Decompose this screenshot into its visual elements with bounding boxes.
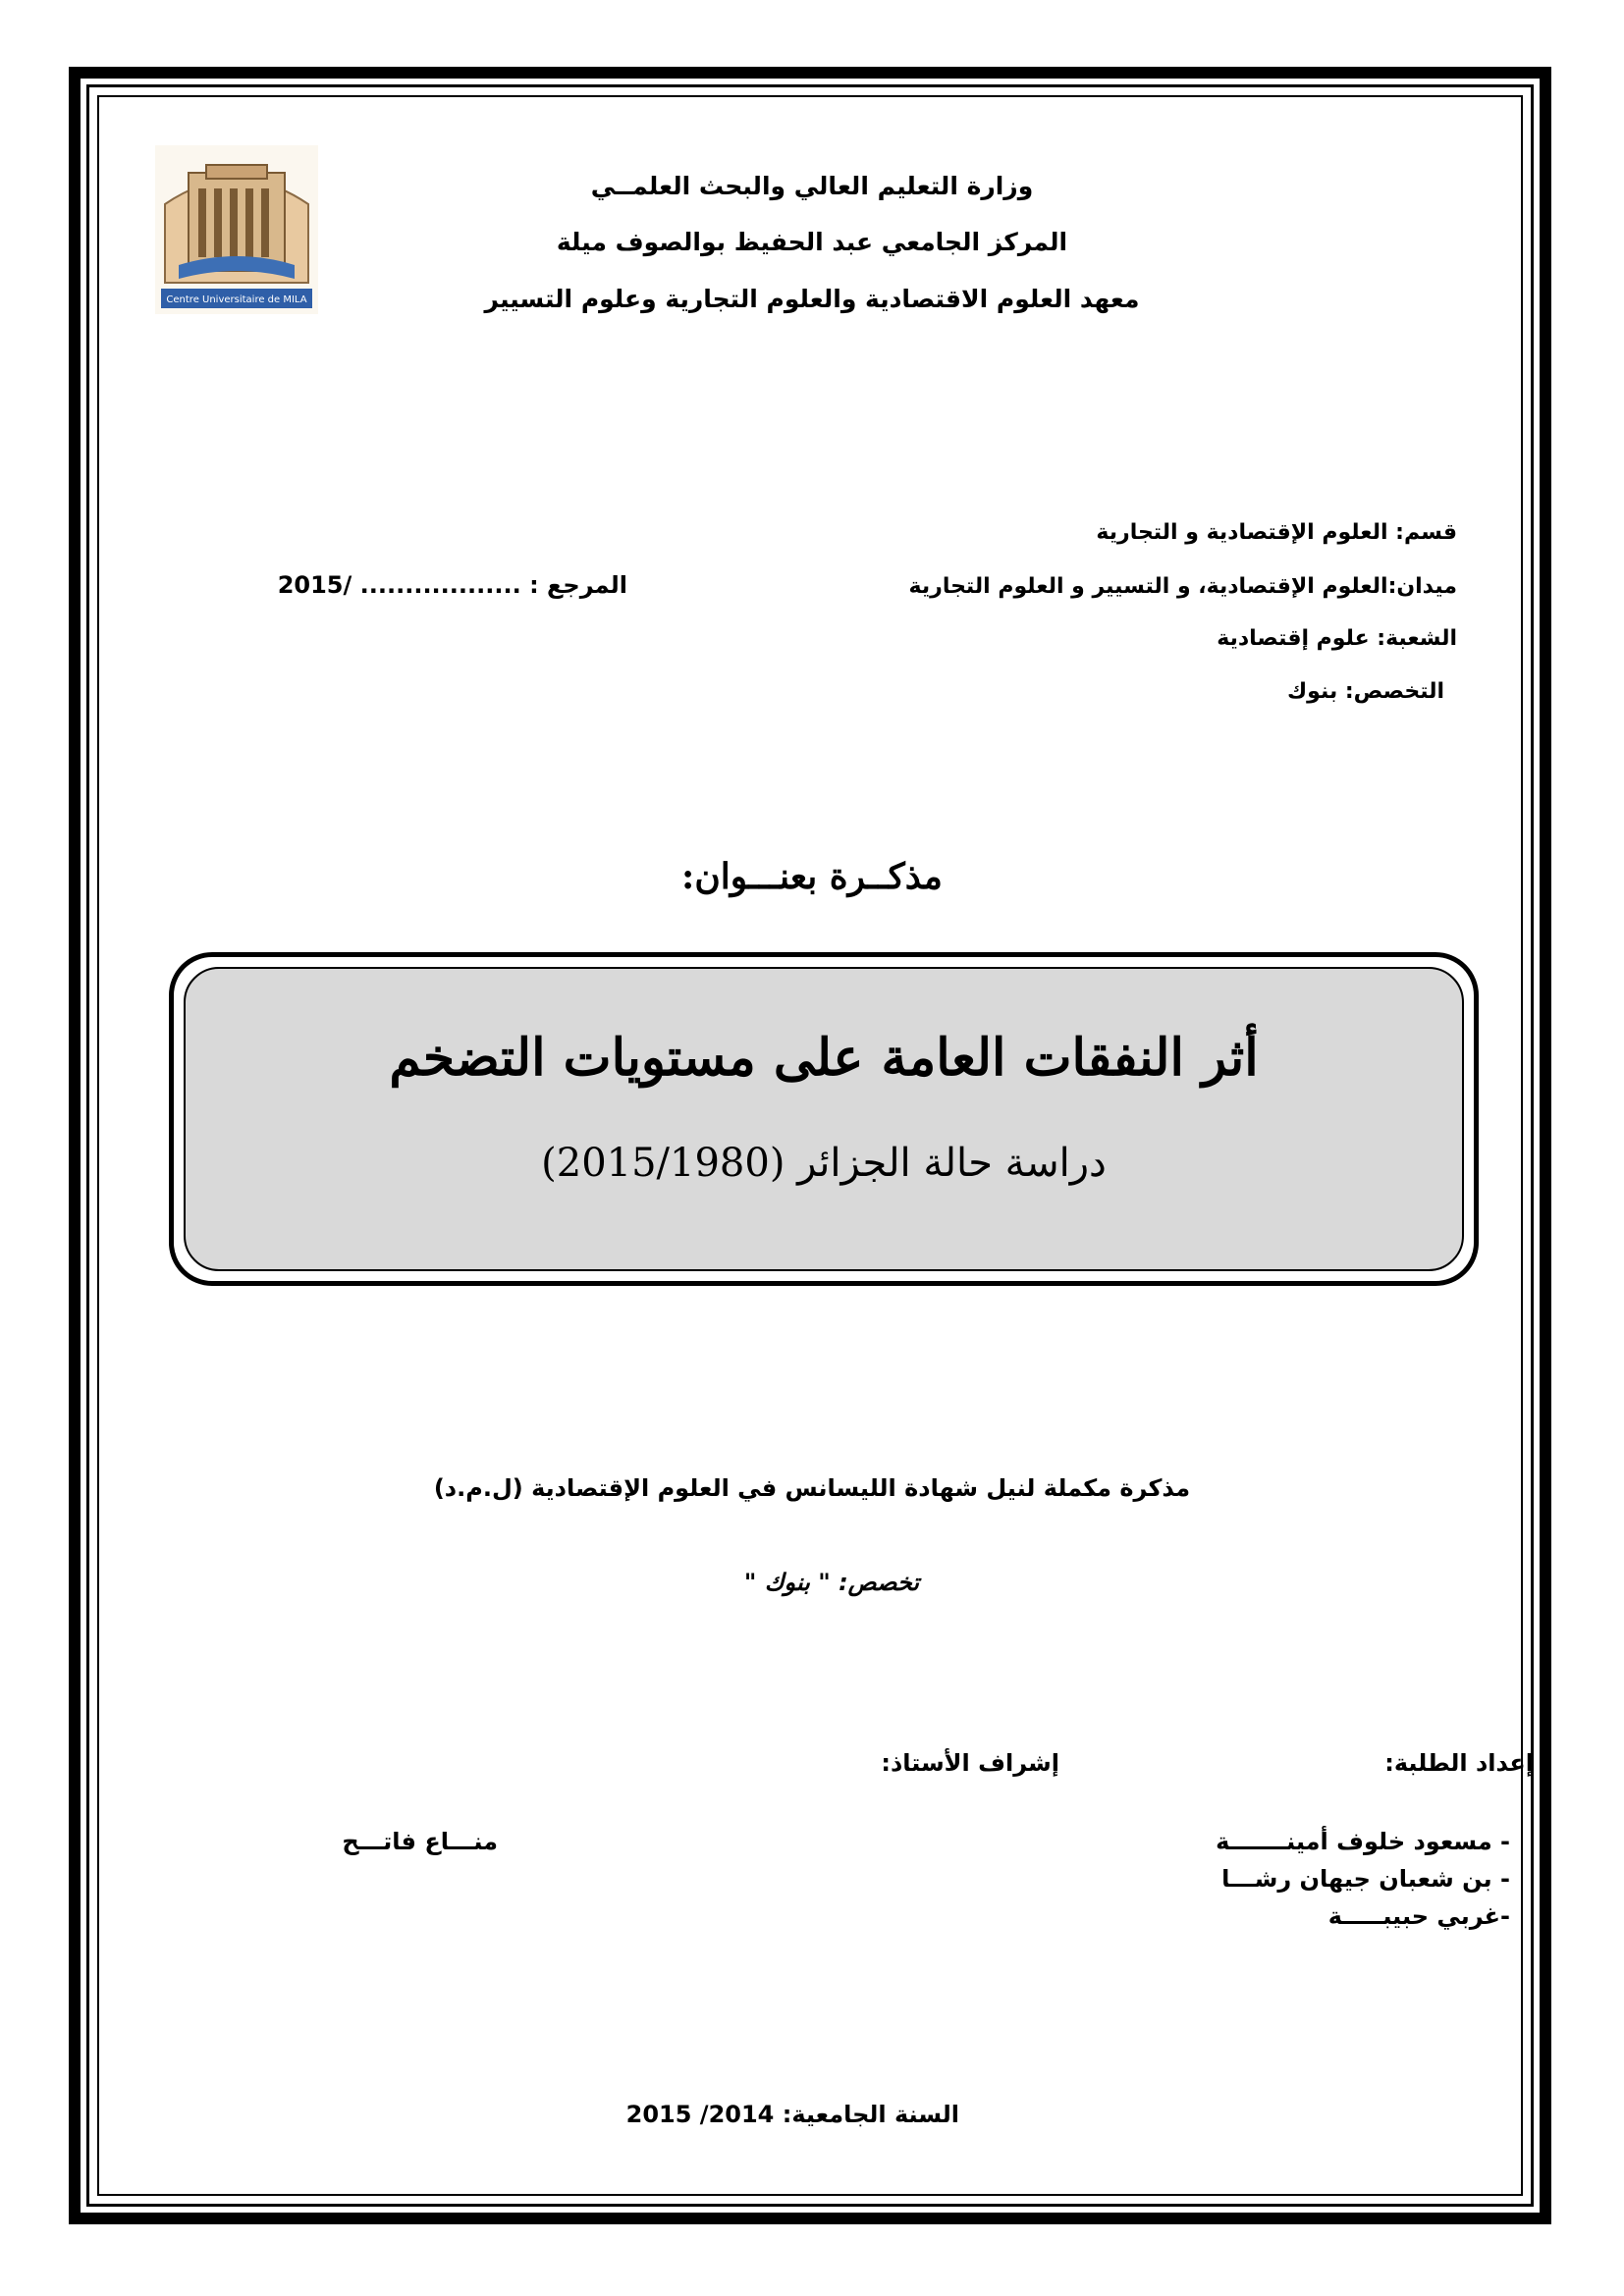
ministry-name: وزارة التعليم العالي والبحث العلمــي	[590, 172, 1034, 200]
reference-line: المرجع : .................. /2015	[277, 571, 627, 599]
student-name-1: - مسعود خلوف أمينـــــــة	[1216, 1828, 1510, 1855]
institute-name: معهد العلوم الاقتصادية والعلوم التجارية وعلوم التسيير	[484, 285, 1140, 313]
branch-line: الشعبة: علوم إقتصادية	[1217, 626, 1457, 651]
specialization-line: تخصص: " بنوك "	[743, 1569, 920, 1596]
specialty-line: التخصص: بنوك	[1287, 679, 1444, 704]
thesis-subtitle: دراسة حالة الجزائر (2015/1980)	[541, 1141, 1107, 1186]
memo-heading: مذكــرة بعنـــوان:	[681, 856, 943, 897]
student-name-3: -غربي حبيبـــــة	[1327, 1902, 1510, 1930]
department-line: قسم: العلوم الإقتصادية و التجارية	[1096, 520, 1457, 545]
university-center-name: المركز الجامعي عبد الحفيظ بوالصوف ميلة	[556, 228, 1068, 256]
academic-year: السنة الجامعية: 2014/ 2015	[625, 2101, 959, 2128]
supervisor-label: إشراف الأستاذ:	[881, 1749, 1059, 1777]
supervisor-name: منـــاع فاتـــح	[342, 1828, 498, 1855]
title-box	[169, 952, 1479, 1286]
field-line: ميدان:العلوم الإقتصادية، و التسيير و العلوم التجارية	[908, 574, 1457, 599]
logo-caption: Centre Universitaire de MILA	[166, 294, 307, 305]
thesis-title: أثر النفقات العامة على مستويات التضخم	[389, 1028, 1259, 1088]
students-label: إعداد الطلبة:	[1384, 1749, 1534, 1777]
university-logo	[155, 145, 318, 314]
student-name-2: - بن شعبان جيهان رشـــا	[1221, 1865, 1510, 1893]
degree-statement: مذكرة مكملة لنيل شهادة الليسانس في العلوم الإقتصادية (ل.م.د)	[433, 1474, 1191, 1502]
